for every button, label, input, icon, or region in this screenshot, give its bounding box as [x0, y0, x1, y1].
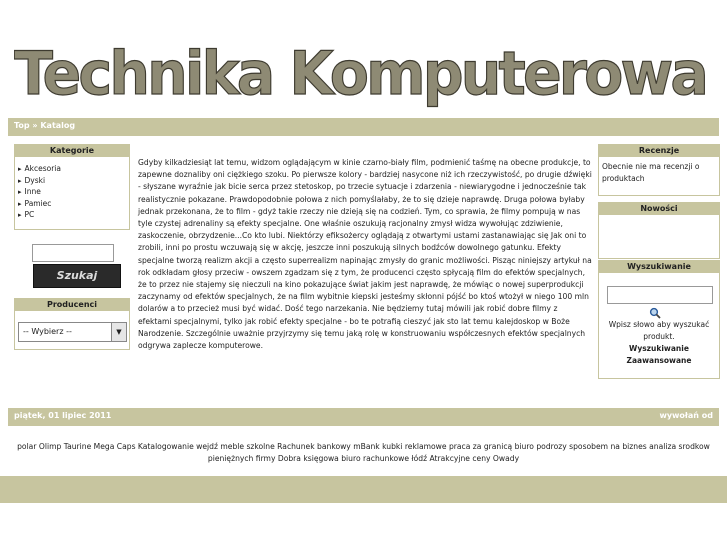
footer-links[interactable]: polar Olimp Taurine Mega Caps Katalogowanie wejdź meble szkolne Rachunek bankowy mBank kubki reklamowe praca za granicą biuro podrozy sposobem na biznes analiza srodkow pieniężnych firmy Dobra księgowa biuro rachunkowe łódź Atrakcyjne ceny Owady: [17, 442, 710, 463]
search-button[interactable]: Szukaj: [33, 264, 121, 288]
categories-box: [14, 144, 130, 230]
search-title: Wyszukiwanie: [599, 261, 719, 273]
site-logo: [14, 28, 714, 110]
category-list: [15, 157, 129, 221]
search-input[interactable]: [32, 244, 114, 262]
categories-title: Kategorie: [15, 145, 129, 157]
breadcrumb[interactable]: Top » Katalog: [14, 121, 76, 130]
article-text: Gdyby kilkadziesiąt lat temu, widzom oglądającym w kinie czarno-biały film, podmienić taśmę na obecne produkcje, to zapewne doznaliby oni ciężkiego szoku. Po pierwsze kolory - bardziej nasycone niż ich rzeczywistość, po drugie dźwięki - słyszane wyraźnie jak bicie serca przez stetoskop, po trzecie sytuacje i zdarzenia - niewiarygodne i jednocześnie tak realistycznie pokazane. Prawdopodobnie połowa z nich pomyślałaby, że to się dzieje naprawdę. Druga połowa byłaby jednak przekonana, że to film - gdyż takie rzeczy nie dzieją się na codzień. Tym, co sprawia, że filmy pompują w nas tyle czystej adrenaliny są efekty specjalne. One właśnie oszukują racjonalny zmysł widza wywołując zdziwienie, zaskoczenie, obrzydzenie...Co kto lubi. Niektórzy efiksożercy oglądają z otwartymi ustami zastanawiając się Jak oni to zrobili, inni po prostu wczuwają się w akcję, jeszcze inni poszukują silnych bodźców dowolnego gatunku. Efekty specjalne tworzą realizm akcji a często superrealizm napinając zmysły do granic możliwości. Pisząc niniejszy artykuł na rok odkładam głosy przeciw - owszem zgadzam się z tym, że producenci często spłycają film do efektów specjalnych, że to przez nie stajemy się nieczuli na kino pokazujące świat jakim jest naprawdę, że mówiąc o nowej superprodukcji zaczynamy od efektów specjalnych, że na film wybitnie kiepski jesteśmy skłonni pójść bo ktoś wtożył w niego 100 mln dolarów a to przecież musi być widać. Dość tego narzekania. Nie będziemy tutaj mówili jak robić dobre filmy z efektami specjalnymi, tylko jak robić efekty specjalne - bo te potrafią cieszyć jak sto lat temu kalejdoskop w Boże Narodzenie. Szczególnie uważnie przyjrzymy się temu jaką rolę w konstruowaniu współczesnych efektów specjalnych odgrywa zaplecze komputerowe.: [138, 158, 592, 351]
category-item[interactable]: ▸ PC: [18, 209, 129, 221]
product-search-input[interactable]: [607, 286, 713, 304]
footer-bar: [8, 408, 719, 426]
search-box: [598, 260, 720, 379]
site-title: Technika Komputerowa: [14, 39, 706, 109]
producers-selected: -- Wybierz --: [23, 327, 72, 336]
news-title: Nowości: [599, 203, 719, 215]
category-item[interactable]: ▸ Pamiec: [18, 198, 129, 210]
producers-select[interactable]: [18, 322, 127, 342]
reviews-title: Recenzje: [599, 145, 719, 157]
search-hint: Wpisz słowo aby wyszukać produkt.: [608, 320, 710, 341]
category-item[interactable]: ▸ Inne: [18, 186, 129, 198]
advanced-search-link[interactable]: Wyszukiwanie Zaawansowane: [626, 344, 692, 365]
bottom-bar: [0, 476, 727, 503]
news-box: [598, 202, 720, 259]
category-item[interactable]: ▸ Akcesoria: [18, 163, 129, 175]
chevron-down-icon: ▼: [111, 323, 126, 341]
footer-date: piątek, 01 lipiec 2011: [14, 411, 112, 420]
reviews-text: Obecnie nie ma recenzji o produktach: [602, 162, 700, 183]
breadcrumb-bar: [8, 118, 719, 136]
producers-title: Producenci: [15, 299, 129, 311]
reviews-box: [598, 144, 720, 196]
category-item[interactable]: ▸ Dyski: [18, 175, 129, 187]
footer-counter: wywołań od: [659, 411, 713, 420]
magnifier-icon[interactable]: [649, 307, 661, 319]
